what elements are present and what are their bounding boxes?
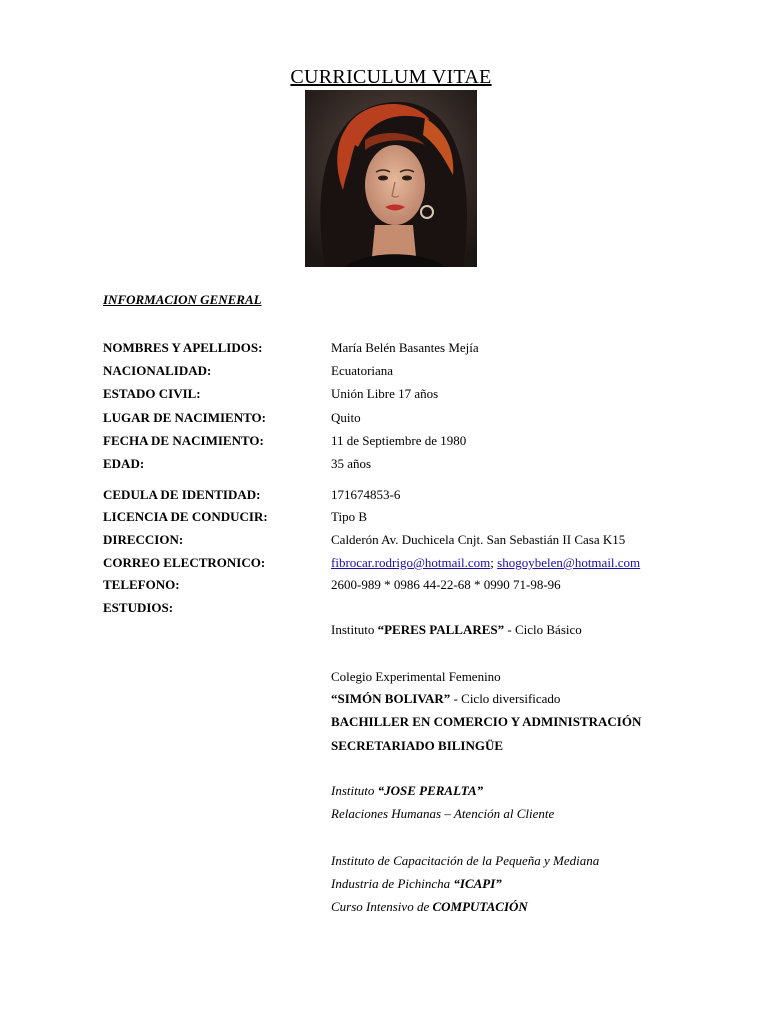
field-row-birthdate xyxy=(0,433,768,453)
field-value: 171674853-6 xyxy=(331,487,401,502)
study-course: COMPUTACIÓN xyxy=(432,899,528,914)
field-row-phone xyxy=(0,577,768,597)
field-label: TELEFONO: xyxy=(103,577,180,592)
field-value: Unión Libre 17 años xyxy=(331,386,439,401)
field-value: 2600-989 * 0986 44-22-68 * 0990 71-98-96 xyxy=(331,577,561,592)
field-row-age xyxy=(0,456,768,476)
email-link-2[interactable]: shogoybelen@hotmail.com xyxy=(497,555,641,570)
study-line-1 xyxy=(331,622,582,638)
study-line-2: Colegio Experimental Femenino xyxy=(331,669,501,684)
field-row-license xyxy=(0,509,768,529)
study-line-9 xyxy=(331,876,502,892)
field-label: ESTADO CIVIL: xyxy=(103,386,201,401)
field-row-civil-status xyxy=(0,386,768,406)
study-institution: “SIMÓN BOLIVAR” xyxy=(331,691,451,706)
study-institution: “JOSE PERALTA” xyxy=(377,783,484,798)
field-label: EDAD: xyxy=(103,456,145,471)
field-value-emails xyxy=(331,555,640,571)
section-title-general-info: INFORMACION GENERAL xyxy=(103,292,262,307)
field-label: NOMBRES Y APELLIDOS: xyxy=(103,340,263,355)
field-value: María Belén Basantes Mejía xyxy=(331,340,479,355)
field-value: 11 de Septiembre de 1980 xyxy=(331,433,467,448)
study-text: - Ciclo Básico xyxy=(504,622,582,637)
field-label: DIRECCION: xyxy=(103,532,184,547)
field-row-address xyxy=(0,532,768,552)
study-text: Instituto xyxy=(331,622,378,637)
field-label: ESTUDIOS: xyxy=(103,600,174,615)
study-text: Instituto xyxy=(331,783,378,798)
study-institution: “PERES PALLARES” xyxy=(377,622,505,637)
study-line-7: Relaciones Humanas – Atención al Cliente xyxy=(331,806,555,821)
field-value: Ecuatoriana xyxy=(331,363,394,378)
field-value: Tipo B xyxy=(331,509,368,524)
field-row-names xyxy=(0,340,768,360)
study-text: Curso Intensivo de xyxy=(331,899,433,914)
field-label: LICENCIA DE CONDUCIR: xyxy=(103,509,268,524)
study-line-10 xyxy=(331,899,528,915)
field-row-studies xyxy=(0,600,768,620)
field-label: FECHA DE NACIMIENTO: xyxy=(103,433,264,448)
field-value: 35 años xyxy=(331,456,372,471)
field-row-id-card xyxy=(0,487,768,507)
study-line-5: SECRETARIADO BILINGÜE xyxy=(331,738,504,753)
email-link-1[interactable]: fibrocar.rodrigo@hotmail.com xyxy=(331,555,491,570)
document-title: CURRICULUM VITAE xyxy=(290,66,492,88)
study-line-4: BACHILLER EN COMERCIO Y ADMINISTRACIÓN xyxy=(331,714,642,729)
study-text: - Ciclo diversificado xyxy=(450,691,561,706)
field-label: CEDULA DE IDENTIDAD: xyxy=(103,487,261,502)
field-row-nationality xyxy=(0,363,768,383)
field-value: Quito xyxy=(331,410,361,425)
email-separator: ; xyxy=(490,555,498,570)
field-value: Calderón Av. Duchicela Cnjt. San Sebastián II Casa K15 xyxy=(331,532,626,547)
field-label: LUGAR DE NACIMIENTO: xyxy=(103,410,266,425)
study-text: Industria de Pichincha xyxy=(331,876,454,891)
study-institution: “ICAPI” xyxy=(453,876,502,891)
field-label: CORREO ELECTRONICO: xyxy=(103,555,266,570)
profile-photo xyxy=(305,90,477,267)
field-row-birthplace xyxy=(0,410,768,430)
field-row-email xyxy=(0,555,768,575)
portrait-illustration xyxy=(305,90,477,267)
study-line-3 xyxy=(331,691,560,707)
study-line-8: Instituto de Capacitación de la Pequeña y Mediana xyxy=(331,853,600,868)
field-label: NACIONALIDAD: xyxy=(103,363,212,378)
study-line-6 xyxy=(331,783,483,799)
